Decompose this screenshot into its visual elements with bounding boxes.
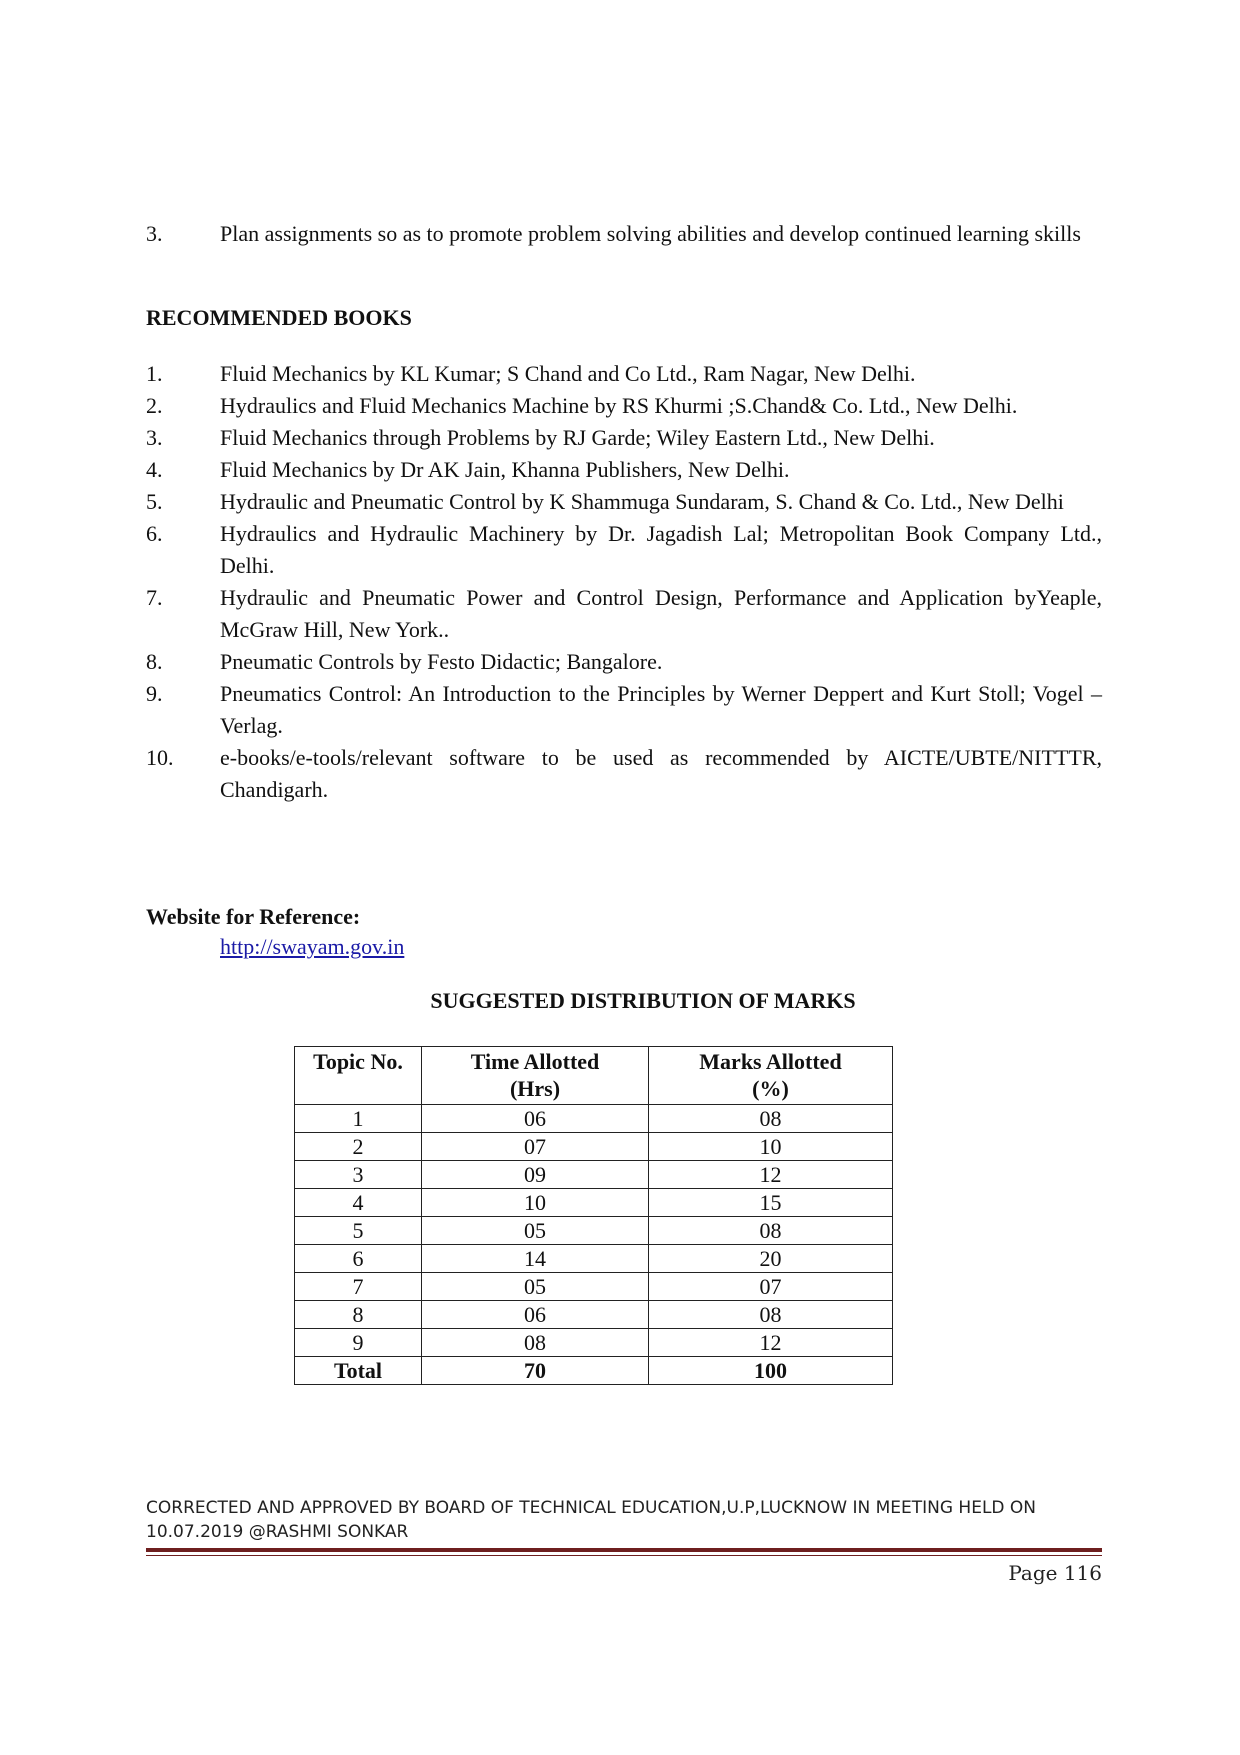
table-row	[295, 1189, 893, 1217]
item-number: 5.	[146, 489, 163, 514]
topic-cell: 7	[295, 1273, 422, 1301]
marks-cell: 08	[649, 1105, 893, 1133]
table-row	[295, 1273, 893, 1301]
topic-cell: 8	[295, 1301, 422, 1329]
header-marks-allotted: Marks Allotted (%)	[649, 1047, 893, 1105]
website-reference-heading: Website for Reference:	[146, 904, 361, 929]
time-cell: 08	[422, 1329, 649, 1357]
time-cell: 06	[422, 1301, 649, 1329]
header-time-allotted: Time Allotted (Hrs)	[422, 1047, 649, 1105]
topic-cell: 6	[295, 1245, 422, 1273]
book-item	[146, 646, 1102, 678]
table-row	[295, 1133, 893, 1161]
topic-cell: 3	[295, 1161, 422, 1189]
item-text: Fluid Mechanics by Dr AK Jain, Khanna Publishers, New Delhi.	[220, 457, 790, 482]
marks-cell: 07	[649, 1273, 893, 1301]
item-text: Hydraulic and Pneumatic Power and Control Design, Performance and Application byYeaple, McGraw Hill, New York..	[220, 585, 1102, 642]
total-marks-cell: 100	[649, 1357, 893, 1385]
book-item	[146, 582, 1102, 646]
intro-list-item	[146, 218, 1176, 250]
item-text: Fluid Mechanics through Problems by RJ Garde; Wiley Eastern Ltd., New Delhi.	[220, 425, 935, 450]
book-item	[146, 422, 1102, 454]
table-row	[295, 1329, 893, 1357]
item-number: 10.	[146, 745, 174, 770]
item-text: Plan assignments so as to promote problem solving abilities and develop continued learning skills	[220, 221, 1081, 246]
topic-cell: 2	[295, 1133, 422, 1161]
footer-divider	[146, 1548, 1102, 1552]
marks-cell: 15	[649, 1189, 893, 1217]
table-row	[295, 1301, 893, 1329]
time-cell: 14	[422, 1245, 649, 1273]
book-item	[146, 358, 1102, 390]
footer-divider-thin	[146, 1555, 1102, 1556]
item-text: Pneumatic Controls by Festo Didactic; Bangalore.	[220, 649, 663, 674]
marks-cell: 20	[649, 1245, 893, 1273]
item-text: Pneumatics Control: An Introduction to the Principles by Werner Deppert and Kurt Stoll; Vogel – Verlag.	[220, 681, 1102, 738]
table-row	[295, 1161, 893, 1189]
topic-cell: 4	[295, 1189, 422, 1217]
book-item	[146, 486, 1102, 518]
item-number: 1.	[146, 361, 163, 386]
time-cell: 06	[422, 1105, 649, 1133]
total-label-cell: Total	[295, 1357, 422, 1385]
header-topic-no: Topic No.	[295, 1047, 422, 1105]
page-number: Page 116	[1008, 1561, 1102, 1585]
topic-cell: 9	[295, 1329, 422, 1357]
book-item	[146, 742, 1102, 806]
footer-line-2: 10.07.2019 @RASHMI SONKAR	[146, 1522, 409, 1542]
table-total-row	[295, 1357, 893, 1385]
footer-line-1: CORRECTED AND APPROVED BY BOARD OF TECHNICAL EDUCATION,U.P,LUCKNOW IN MEETING HELD ON	[146, 1498, 1037, 1518]
book-item	[146, 390, 1102, 422]
footer-approval-note	[146, 1496, 1106, 1544]
item-number: 8.	[146, 649, 163, 674]
table-header-row	[295, 1047, 893, 1105]
topic-cell: 1	[295, 1105, 422, 1133]
table-row	[295, 1105, 893, 1133]
item-number: 3.	[146, 425, 163, 450]
item-text: Hydraulic and Pneumatic Control by K Shammuga Sundaram, S. Chand & Co. Ltd., New Delhi	[220, 489, 1064, 514]
marks-cell: 12	[649, 1329, 893, 1357]
item-number: 2.	[146, 393, 163, 418]
marks-cell: 10	[649, 1133, 893, 1161]
item-number: 7.	[146, 585, 163, 610]
item-text: e-books/e-tools/relevant software to be used as recommended by AICTE/UBTE/NITTTR, Chandigarh.	[220, 745, 1102, 802]
item-number: 9.	[146, 681, 163, 706]
table-row	[295, 1217, 893, 1245]
recommended-books-heading: RECOMMENDED BOOKS	[146, 305, 412, 330]
time-cell: 07	[422, 1133, 649, 1161]
time-cell: 05	[422, 1273, 649, 1301]
table-row	[295, 1245, 893, 1273]
marks-distribution-title: SUGGESTED DISTRIBUTION OF MARKS	[430, 988, 856, 1013]
book-item	[146, 454, 1102, 486]
item-text: Hydraulics and Fluid Mechanics Machine by RS Khurmi ;S.Chand& Co. Ltd., New Delhi.	[220, 393, 1018, 418]
marks-distribution-table	[294, 1046, 893, 1385]
recommended-books-list	[146, 358, 1102, 806]
book-item	[146, 518, 1102, 582]
book-item	[146, 678, 1102, 742]
time-cell: 10	[422, 1189, 649, 1217]
time-cell: 09	[422, 1161, 649, 1189]
topic-cell: 5	[295, 1217, 422, 1245]
time-cell: 05	[422, 1217, 649, 1245]
total-time-cell: 70	[422, 1357, 649, 1385]
marks-cell: 08	[649, 1301, 893, 1329]
website-link[interactable]: http://swayam.gov.in	[220, 934, 405, 959]
marks-cell: 12	[649, 1161, 893, 1189]
item-text: Fluid Mechanics by KL Kumar; S Chand and Co Ltd., Ram Nagar, New Delhi.	[220, 361, 916, 386]
item-text: Hydraulics and Hydraulic Machinery by Dr. Jagadish Lal; Metropolitan Book Company Ltd., Delhi.	[220, 521, 1102, 578]
item-number: 4.	[146, 457, 163, 482]
item-number: 6.	[146, 521, 163, 546]
item-number: 3.	[146, 221, 163, 246]
marks-cell: 08	[649, 1217, 893, 1245]
